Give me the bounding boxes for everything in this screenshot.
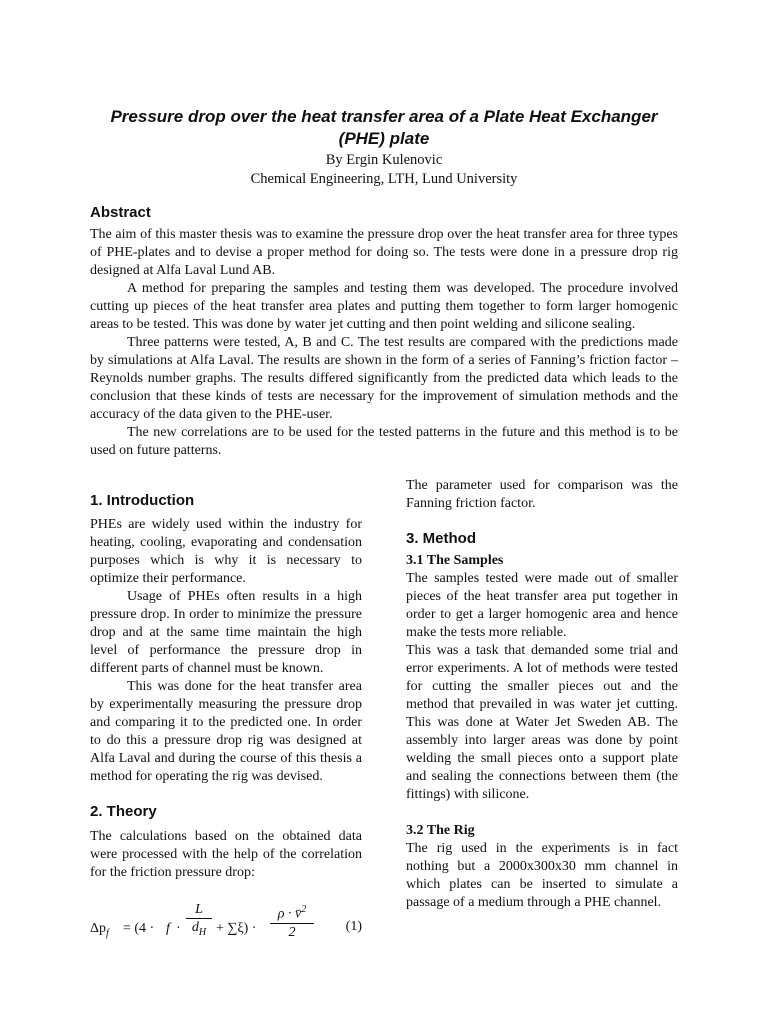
theory-heading: 2. Theory (90, 803, 157, 820)
equation-fraction-density: $\frac{\rho \cdot v̄^2}{2}$ (270, 902, 314, 942)
samples-paragraph: The samples tested were made out of smaller pieces of the heat transfer area put together in order to get a larger homogenic area and hence make the tests more reliable. (406, 571, 678, 640)
abstract-paragraph: The new correlations are to be used for the tested patterns in the future and this method is to be used on future patterns. (90, 425, 678, 458)
method-heading: 3. Method (406, 530, 476, 547)
author: By Ergin Kulenovic (325, 152, 443, 168)
equation-1 (90, 902, 362, 950)
theory-paragraph: The calculations based on the obtained data were processed with the help of the correlation for the friction pressure drop: (90, 829, 362, 880)
equation-open: = (4 · (123, 921, 155, 936)
abstract-body (90, 226, 678, 460)
equation-body (90, 902, 330, 952)
right-column (406, 477, 678, 912)
paper-page (90, 0, 678, 1024)
samples-heading: 3.1 The Samples (406, 553, 504, 568)
abstract-paragraph: Three patterns were tested, A, B and C. The test results are compared with the predictions made by simulations at Alfa Laval. The results are shown in the form of a series of Fanning’s friction factor – Reynolds number graphs. The results differed significantly from the predicted data which leads to the conclusion that these kinds of tests are necessary for the improvement of simulation methods and the accuracy of the data given to the PHE-user. (90, 335, 678, 422)
introduction-paragraph: Usage of PHEs often results in a high pressure drop. In order to minimize the pressure drop and at the same time maintain the high level of performance the pressure drop in different parts of channel must be known. (90, 589, 362, 676)
introduction-paragraph: This was done for the heat transfer area by experimentally measuring the pressure drop and comparing it to the predicted one. In order to do this a pressure drop rig was designed at Alfa Laval and during the course of this thesis a method for operating the rig was devised. (90, 679, 362, 784)
affiliation: Chemical Engineering, LTH, Lund University (250, 171, 518, 187)
theory-continuation: The parameter used for comparison was the Fanning friction factor. (406, 478, 678, 511)
rig-heading: 3.2 The Rig (406, 823, 475, 838)
abstract-heading: Abstract (90, 204, 151, 221)
equation-lhs: $\Delta p_f$ (90, 921, 109, 939)
left-column (90, 477, 362, 950)
paper-title: Pressure drop over the heat transfer area of a Plate Heat Exchanger (PHE) plate (110, 107, 658, 148)
abstract-paragraph: The aim of this master thesis was to examine the pressure drop over the heat transfer area for three types of PHE-plates and to devise a proper method for doing so. The tests were done in a pressure drop rig designed at Alfa Laval Lund AB. (90, 227, 678, 278)
equation-fraction-length: $\frac{L}{d_H}$ (186, 902, 212, 942)
equation-friction-factor: f (166, 921, 170, 936)
abstract-paragraph: A method for preparing the samples and testing them was developed. The procedure involved cutting up pieces of the heat transfer area plates and putting them together to form larger homogenic areas to be tested. This was done by water jet cutting and then point welding and silicone sealing. (90, 281, 678, 332)
equation-sum: + ∑ξ) · (216, 921, 257, 936)
equation-dot: · (176, 921, 181, 936)
introduction-heading: 1. Introduction (90, 492, 195, 509)
equation-number: (1) (345, 919, 362, 934)
byline (90, 151, 678, 189)
rig-paragraph: The rig used in the experiments is in fact nothing but a 2000x300x30 mm channel in which plates can be inserted to simulate a passage of a medium through a PHE channel. (406, 841, 678, 910)
samples-paragraph: This was a task that demanded some trial and error experiments. A lot of methods were tested for cutting the smaller pieces out and the method that prevailed in was water jet cutting. This was done at Water Jet Sweden AB. The assembly into larger areas was done by point welding the small pieces onto a support plate and sealing the connections between them (the fittings) with silicone. (406, 643, 678, 802)
introduction-paragraph: PHEs are widely used within the industry for heating, cooling, evaporating and condensation purposes which is why it is necessary to optimize their performance. (90, 517, 362, 586)
